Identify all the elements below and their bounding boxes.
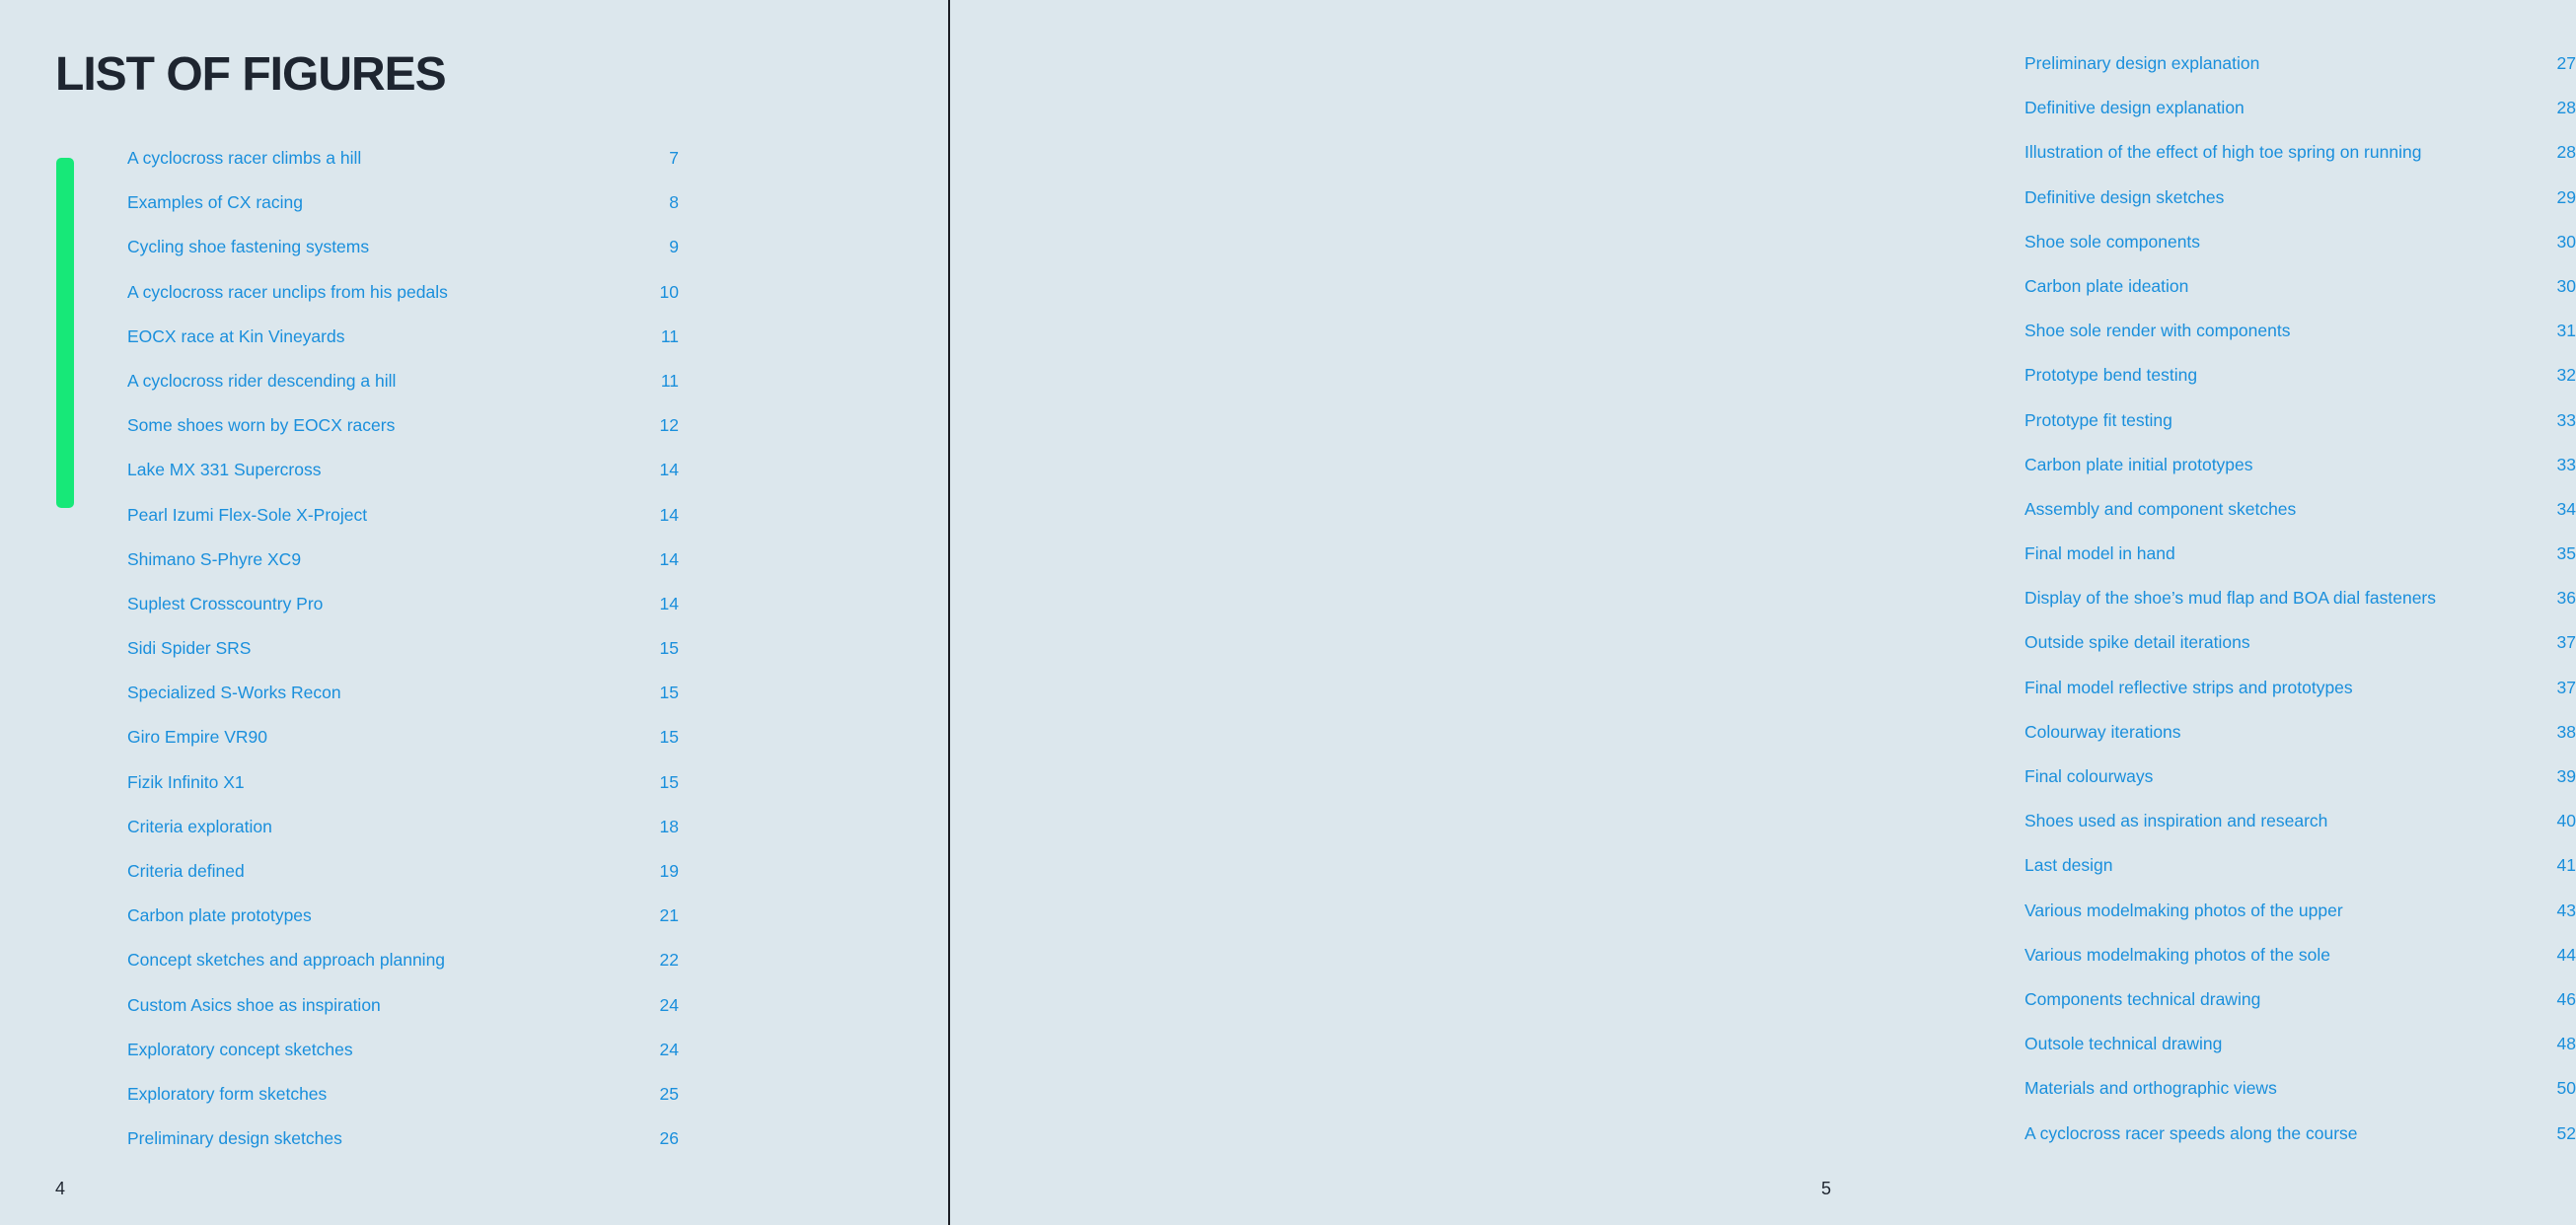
figure-title: A cyclocross racer climbs a hill <box>127 148 362 168</box>
figure-title: Carbon plate ideation <box>2024 275 2189 296</box>
figure-title: A cyclocross racer speeds along the course <box>2024 1122 2358 1143</box>
figure-title: Fizik Infinito X1 <box>127 771 245 792</box>
figure-entry[interactable] <box>2024 624 2576 669</box>
figure-entry[interactable] <box>2024 180 2576 224</box>
figure-page-number: 14 <box>659 504 679 525</box>
figure-page-number: 37 <box>2556 632 2576 653</box>
figure-entry[interactable] <box>127 764 679 809</box>
figure-entry[interactable] <box>2024 491 2576 536</box>
figure-title: Definitive design explanation <box>2024 98 2245 118</box>
figure-entry[interactable] <box>127 497 679 541</box>
figure-title: A cyclocross racer unclips from his pedals <box>127 281 448 302</box>
figure-entry[interactable] <box>2024 536 2576 580</box>
figure-title: Final model reflective strips and prototypes <box>2024 677 2353 697</box>
figure-page-number: 30 <box>2556 231 2576 252</box>
figure-entry[interactable] <box>127 274 679 319</box>
left-page <box>0 0 948 1225</box>
figure-entry[interactable] <box>2024 90 2576 134</box>
figure-entry[interactable] <box>2024 714 2576 758</box>
figure-page-number: 34 <box>2556 498 2576 519</box>
figure-entry[interactable] <box>2024 937 2576 981</box>
figure-title: Criteria exploration <box>127 816 272 836</box>
figure-title: Last design <box>2024 855 2113 876</box>
figure-page-number: 15 <box>659 638 679 659</box>
figure-page-number: 21 <box>659 905 679 926</box>
figure-page-number: 36 <box>2556 588 2576 609</box>
figure-page-number: 14 <box>659 593 679 613</box>
figure-page-number: 33 <box>2556 454 2576 474</box>
figure-title: Custom Asics shoe as inspiration <box>127 994 381 1015</box>
figure-title: Illustration of the effect of high toe spring on running <box>2024 142 2422 163</box>
figure-entry[interactable] <box>2024 580 2576 624</box>
figure-entry[interactable] <box>2024 45 2576 90</box>
figure-page-number: 30 <box>2556 275 2576 296</box>
figure-page-number: 31 <box>2556 321 2576 341</box>
figure-entry[interactable] <box>127 407 679 452</box>
figure-title: Exploratory form sketches <box>127 1083 328 1104</box>
figure-page-number: 8 <box>669 192 679 213</box>
figure-page-number: 29 <box>2556 186 2576 207</box>
figure-page-number: 35 <box>2556 543 2576 564</box>
figure-title: Giro Empire VR90 <box>127 727 267 748</box>
figure-page-number: 11 <box>660 325 679 346</box>
figure-title: Cycling shoe fastening systems <box>127 237 370 257</box>
figure-title: Materials and orthographic views <box>2024 1078 2277 1099</box>
figure-title: Final colourways <box>2024 766 2154 786</box>
figure-page-number: 50 <box>2556 1078 2576 1099</box>
figure-page-number: 27 <box>2556 53 2576 73</box>
figure-page-number: 9 <box>669 237 679 257</box>
figure-entry[interactable] <box>127 586 679 630</box>
figure-title: Sidi Spider SRS <box>127 638 252 659</box>
figure-title: Some shoes worn by EOCX racers <box>127 415 396 436</box>
figure-title: Display of the shoe’s mud flap and BOA dial fasteners <box>2024 588 2437 609</box>
figure-page-number: 14 <box>659 548 679 569</box>
figure-title: Carbon plate prototypes <box>127 905 312 926</box>
figure-title: Criteria defined <box>127 861 245 881</box>
figure-entry[interactable] <box>127 1032 679 1076</box>
figure-entry[interactable] <box>2024 893 2576 937</box>
figure-entry[interactable] <box>2024 134 2576 179</box>
figure-entry[interactable] <box>127 853 679 898</box>
figure-list-right <box>2024 45 2576 1160</box>
figure-page-number: 19 <box>659 861 679 881</box>
figure-entry[interactable] <box>2024 670 2576 714</box>
figure-page-number: 40 <box>2556 811 2576 831</box>
figure-page-number: 28 <box>2556 142 2576 163</box>
figure-title: Prototype bend testing <box>2024 365 2198 386</box>
page-number-left: 4 <box>55 1179 66 1198</box>
figure-page-number: 28 <box>2556 98 2576 118</box>
figure-page-number: 24 <box>659 1039 679 1059</box>
figure-entry[interactable] <box>127 675 679 719</box>
figure-page-number: 15 <box>659 683 679 703</box>
figure-page-number: 14 <box>659 460 679 480</box>
figure-entry[interactable] <box>2024 803 2576 847</box>
figure-title: Carbon plate initial prototypes <box>2024 454 2253 474</box>
figure-title: Definitive design sketches <box>2024 186 2225 207</box>
figure-page-number: 10 <box>659 281 679 302</box>
figure-entry[interactable] <box>127 942 679 986</box>
figure-list-left <box>127 140 679 1165</box>
figure-entry[interactable] <box>127 319 679 363</box>
figure-entry[interactable] <box>2024 447 2576 491</box>
figure-page-number: 46 <box>2556 988 2576 1009</box>
figure-page-number: 38 <box>2556 721 2576 742</box>
figure-page-number: 43 <box>2556 900 2576 920</box>
figure-title: Specialized S-Works Recon <box>127 683 341 703</box>
figure-title: Shoe sole components <box>2024 231 2201 252</box>
figure-title: Outside spike detail iterations <box>2024 632 2250 653</box>
figure-title: Various modelmaking photos of the sole <box>2024 944 2330 965</box>
figure-entry[interactable] <box>2024 847 2576 892</box>
figure-title: Pearl Izumi Flex-Sole X-Project <box>127 504 368 525</box>
figure-title: Exploratory concept sketches <box>127 1039 353 1059</box>
figure-title: Examples of CX racing <box>127 192 303 213</box>
figure-entry[interactable] <box>127 229 679 273</box>
figure-entry[interactable] <box>127 363 679 407</box>
figure-entry[interactable] <box>2024 313 2576 357</box>
figure-entry[interactable] <box>127 140 679 184</box>
figure-entry[interactable] <box>2024 224 2576 268</box>
figure-title: Concept sketches and approach planning <box>127 950 446 971</box>
figure-title: Assembly and component sketches <box>2024 498 2297 519</box>
figure-title: A cyclocross rider descending a hill <box>127 370 397 391</box>
figure-title: Components technical drawing <box>2024 988 2261 1009</box>
figure-entry[interactable] <box>127 1076 679 1120</box>
figure-page-number: 11 <box>660 370 679 391</box>
figure-page-number: 24 <box>659 994 679 1015</box>
figure-title: Shoes used as inspiration and research <box>2024 811 2328 831</box>
figure-entry[interactable] <box>2024 402 2576 447</box>
figure-title: Colourway iterations <box>2024 721 2181 742</box>
figure-entry[interactable] <box>127 719 679 763</box>
figure-entry[interactable] <box>2024 1116 2576 1160</box>
page-number-right: 5 <box>1820 1179 1831 1198</box>
figure-page-number: 7 <box>669 148 679 168</box>
figure-page-number: 22 <box>659 950 679 971</box>
figure-page-number: 52 <box>2556 1122 2576 1143</box>
figure-title: Lake MX 331 Supercross <box>127 460 322 480</box>
page-title: LIST OF FIGURES <box>55 48 446 101</box>
figure-page-number: 15 <box>659 771 679 792</box>
figure-title: Preliminary design explanation <box>2024 53 2260 73</box>
figure-entry[interactable] <box>127 541 679 586</box>
figure-entry[interactable] <box>127 1120 679 1165</box>
figure-title: Various modelmaking photos of the upper <box>2024 900 2343 920</box>
figure-page-number: 44 <box>2556 944 2576 965</box>
figure-page-number: 39 <box>2556 766 2576 786</box>
figure-title: Final model in hand <box>2024 543 2175 564</box>
figure-page-number: 37 <box>2556 677 2576 697</box>
figure-entry[interactable] <box>127 987 679 1032</box>
figure-title: Outsole technical drawing <box>2024 1034 2223 1054</box>
figure-entry[interactable] <box>2024 357 2576 401</box>
figure-page-number: 32 <box>2556 365 2576 386</box>
figure-page-number: 12 <box>659 415 679 436</box>
figure-page-number: 41 <box>2556 855 2576 876</box>
figure-page-number: 33 <box>2556 409 2576 430</box>
figure-entry[interactable] <box>2024 268 2576 313</box>
figure-title: Shimano S-Phyre XC9 <box>127 548 302 569</box>
figure-entry[interactable] <box>2024 1070 2576 1115</box>
figure-page-number: 25 <box>659 1083 679 1104</box>
figure-title: Suplest Crosscountry Pro <box>127 593 324 613</box>
figure-page-number: 18 <box>659 816 679 836</box>
figure-entry[interactable] <box>127 809 679 853</box>
figure-entry[interactable] <box>2024 758 2576 803</box>
figure-page-number: 15 <box>659 727 679 748</box>
right-page <box>950 0 2576 1225</box>
figure-entry[interactable] <box>127 898 679 942</box>
figure-title: Shoe sole render with components <box>2024 321 2291 341</box>
figure-entry[interactable] <box>127 184 679 229</box>
figure-page-number: 48 <box>2556 1034 2576 1054</box>
figure-entry[interactable] <box>127 452 679 496</box>
figure-title: EOCX race at Kin Vineyards <box>127 325 345 346</box>
figure-entry[interactable] <box>2024 981 2576 1026</box>
figure-title: Preliminary design sketches <box>127 1128 342 1149</box>
figure-page-number: 26 <box>659 1128 679 1149</box>
accent-bar <box>56 158 74 508</box>
figure-title: Prototype fit testing <box>2024 409 2172 430</box>
figure-entry[interactable] <box>2024 1026 2576 1070</box>
figure-entry[interactable] <box>127 630 679 675</box>
